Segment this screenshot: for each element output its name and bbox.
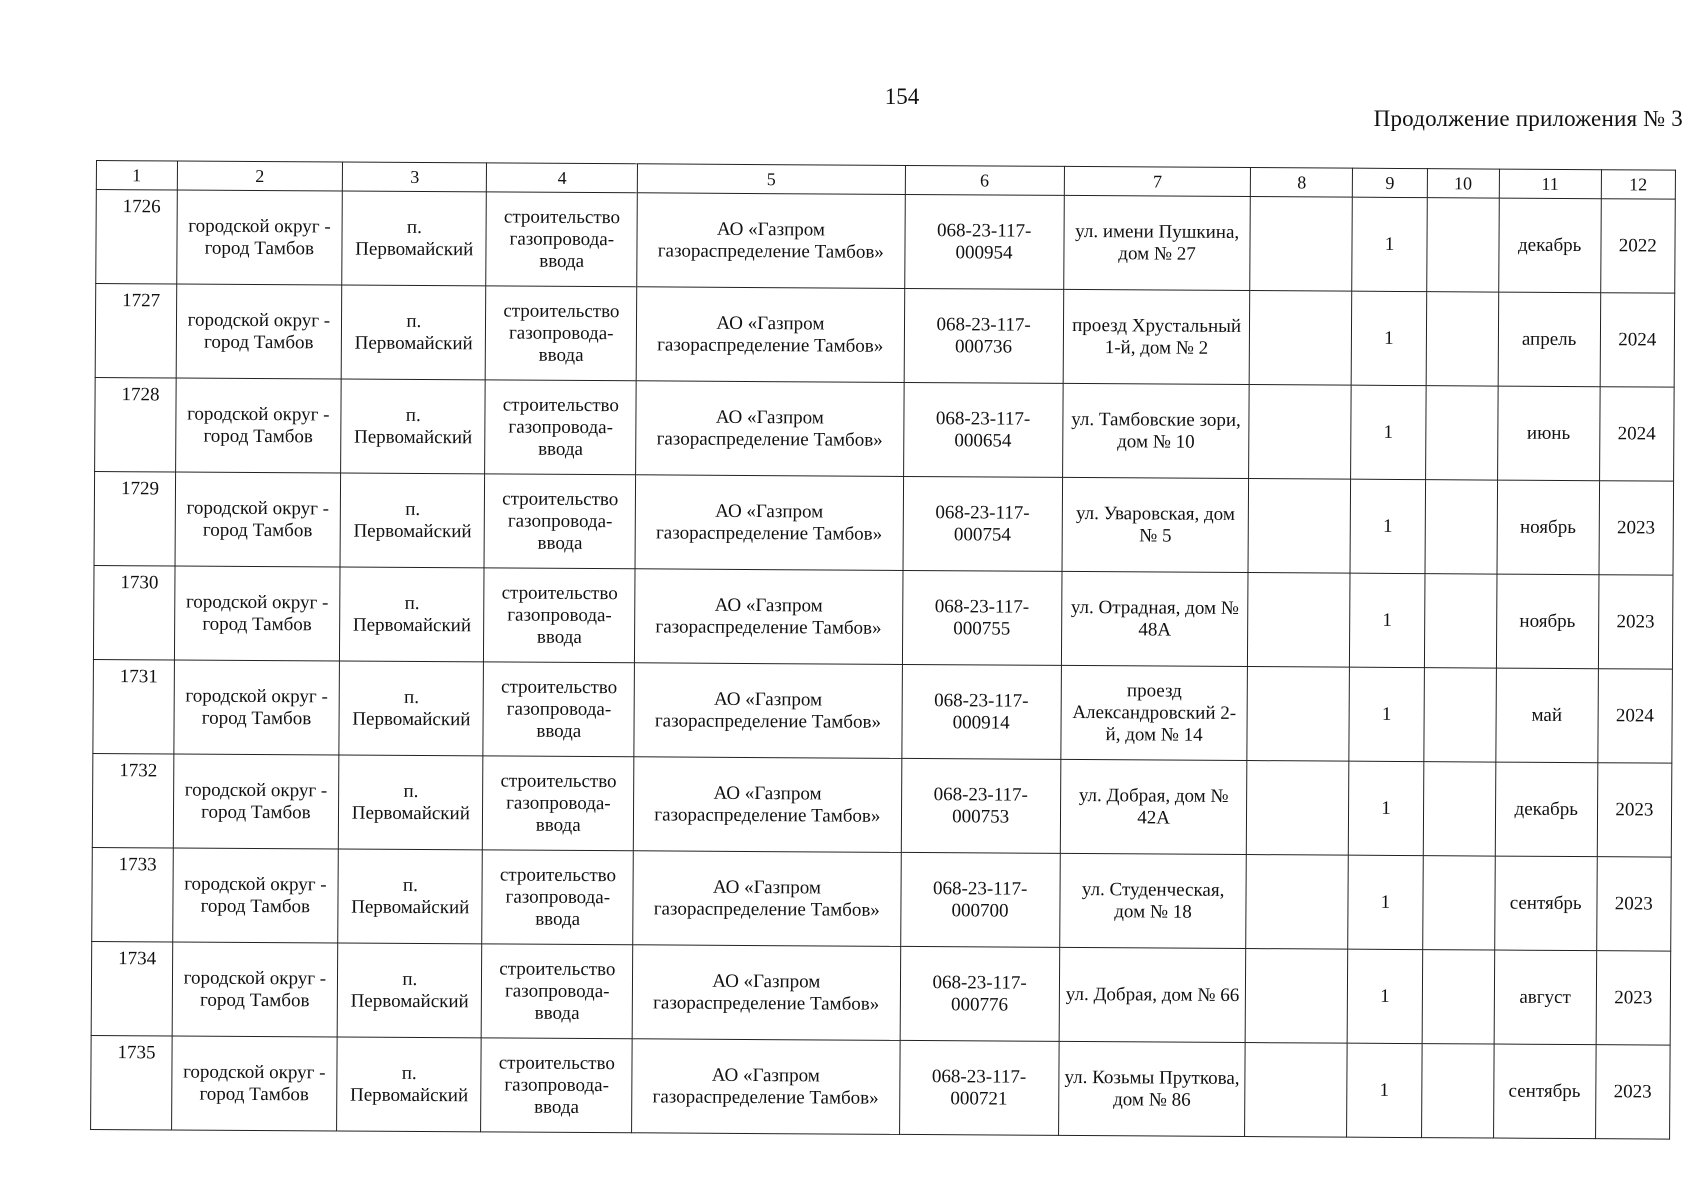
col8-cell (1250, 197, 1352, 292)
col8-cell (1248, 573, 1350, 668)
quantity-cell: 1 (1352, 197, 1427, 291)
row-number: 1729 (94, 471, 175, 565)
organization-cell: АО «Газпром газораспределение Тамбов» (637, 193, 905, 289)
year-cell: 2023 (1599, 481, 1674, 575)
settlement-cell: п. Первомайский (341, 285, 486, 380)
column-header-2: 2 (177, 161, 343, 191)
work-type-cell: строительство газопровода-ввода (482, 850, 633, 945)
table-row (91, 941, 1671, 1045)
settlement-cell: п. Первомайский (337, 943, 482, 1038)
year-cell: 2023 (1598, 575, 1673, 669)
work-type-cell: строительство газопровода-ввода (486, 192, 637, 287)
object-code-cell: 068-23-117-000776 (900, 946, 1060, 1041)
year-cell: 2024 (1600, 293, 1675, 387)
quantity-cell: 1 (1350, 573, 1425, 667)
page-number: 154 (884, 84, 920, 109)
district-cell: городской округ - город Тамбов (173, 754, 339, 849)
work-type-cell: строительство газопровода-ввода (485, 380, 636, 475)
settlement-cell: п. Первомайский (338, 849, 483, 944)
col8-cell (1247, 667, 1349, 762)
table-row (93, 565, 1673, 669)
quantity-cell: 1 (1350, 479, 1425, 573)
month-cell: апрель (1498, 292, 1600, 387)
address-cell: проезд Александровский 2-й, дом № 14 (1061, 665, 1248, 760)
quantity-cell: 1 (1347, 949, 1422, 1043)
district-cell: городской округ - город Тамбов (175, 378, 341, 473)
col10-cell (1426, 198, 1499, 292)
organization-cell: АО «Газпром газораспределение Тамбов» (632, 1039, 900, 1135)
year-cell: 2024 (1599, 387, 1674, 481)
col8-cell (1248, 479, 1350, 574)
col10-cell (1423, 762, 1496, 856)
work-type-cell: строительство газопровода-ввода (483, 756, 634, 851)
district-cell: городской округ - город Тамбов (174, 566, 340, 661)
table-row (95, 377, 1675, 481)
settlement-cell: п. Первомайский (340, 473, 485, 568)
settlement-cell: п. Первомайский (337, 1037, 482, 1132)
col8-cell (1249, 385, 1351, 480)
col10-cell (1423, 668, 1496, 762)
organization-cell: АО «Газпром газораспределение Тамбов» (635, 475, 903, 571)
settlement-cell: п. Первомайский (340, 567, 485, 662)
column-header-4: 4 (487, 163, 638, 193)
month-cell: сентябрь (1494, 856, 1596, 951)
address-cell: ул. Уваровская, дом № 5 (1062, 477, 1249, 572)
address-cell: проезд Хрустальный 1-й, дом № 2 (1063, 289, 1250, 384)
month-cell: сентябрь (1493, 1044, 1595, 1139)
column-header-9: 9 (1353, 168, 1427, 197)
organization-cell: АО «Газпром газораспределение Тамбов» (633, 757, 901, 853)
object-code-cell: 068-23-117-000721 (899, 1040, 1059, 1135)
table-row (91, 1035, 1671, 1139)
row-number: 1731 (93, 659, 174, 753)
object-code-cell: 068-23-117-000700 (900, 852, 1060, 947)
address-cell: ул. Добрая, дом № 66 (1059, 947, 1246, 1042)
year-cell: 2024 (1597, 669, 1672, 763)
data-table (90, 160, 1676, 1140)
col8-cell (1250, 291, 1352, 386)
col8-cell (1246, 949, 1348, 1044)
table-row (93, 659, 1673, 763)
col10-cell (1425, 386, 1498, 480)
column-header-3: 3 (342, 162, 486, 192)
work-type-cell: строительство газопровода-ввода (486, 286, 637, 381)
address-cell: ул. Тамбовские зори, дом № 10 (1062, 383, 1249, 478)
table-row (96, 190, 1676, 294)
district-cell: городской округ - город Тамбов (176, 284, 342, 379)
table-body (91, 190, 1676, 1140)
object-code-cell: 068-23-117-000754 (903, 476, 1063, 571)
column-header-5: 5 (637, 164, 905, 195)
quantity-cell: 1 (1349, 761, 1424, 855)
year-cell: 2023 (1595, 1045, 1670, 1139)
column-header-8: 8 (1251, 168, 1353, 198)
col10-cell (1424, 574, 1497, 668)
settlement-cell: п. Первомайский (339, 661, 484, 756)
organization-cell: АО «Газпром газораспределение Тамбов» (636, 381, 904, 477)
data-table-container (90, 160, 1676, 1140)
col10-cell (1426, 292, 1499, 386)
district-cell: городской округ - город Тамбов (176, 190, 342, 285)
column-header-12: 12 (1601, 170, 1676, 199)
row-number: 1726 (96, 190, 177, 284)
month-cell: ноябрь (1497, 480, 1599, 575)
work-type-cell: строительство газопровода-ввода (483, 662, 634, 757)
month-cell: июнь (1497, 386, 1599, 481)
row-number: 1728 (95, 377, 176, 471)
table-row (92, 847, 1672, 951)
district-cell: городской округ - город Тамбов (172, 942, 338, 1037)
year-cell: 2023 (1596, 951, 1671, 1045)
table-row (92, 753, 1672, 857)
work-type-cell: строительство газопровода-ввода (484, 568, 635, 663)
work-type-cell: строительство газопровода-ввода (482, 944, 633, 1039)
address-cell: ул. Студенческая, дом № 18 (1059, 853, 1246, 948)
object-code-cell: 068-23-117-000753 (901, 758, 1061, 853)
address-cell: ул. Отрадная, дом № 48А (1061, 571, 1248, 666)
address-cell: ул. Добрая, дом № 42А (1060, 759, 1247, 854)
object-code-cell: 068-23-117-000954 (904, 194, 1064, 289)
organization-cell: АО «Газпром газораспределение Тамбов» (636, 287, 904, 383)
month-cell: декабрь (1495, 762, 1597, 857)
object-code-cell: 068-23-117-000755 (902, 570, 1062, 665)
column-header-11: 11 (1499, 169, 1601, 199)
organization-cell: АО «Газпром газораспределение Тамбов» (632, 945, 900, 1041)
row-number: 1733 (92, 847, 173, 941)
col10-cell (1422, 856, 1495, 950)
col8-cell (1247, 761, 1349, 856)
month-cell: август (1494, 950, 1596, 1045)
col10-cell (1422, 950, 1495, 1044)
col10-cell (1425, 480, 1498, 574)
year-cell: 2023 (1596, 857, 1671, 951)
object-code-cell: 068-23-117-000654 (903, 382, 1063, 477)
appendix-note: Продолжение приложения № 3 (1373, 106, 1683, 131)
row-number: 1734 (91, 941, 172, 1035)
district-cell: городской округ - город Тамбов (171, 1036, 337, 1131)
row-number: 1730 (93, 565, 174, 659)
table-row (94, 471, 1674, 575)
col8-cell (1245, 1043, 1347, 1138)
column-header-6: 6 (905, 165, 1064, 195)
object-code-cell: 068-23-117-000736 (904, 288, 1064, 383)
quantity-cell: 1 (1349, 667, 1424, 761)
table-row (95, 284, 1675, 388)
year-cell: 2022 (1600, 199, 1675, 293)
col8-cell (1246, 855, 1348, 950)
quantity-cell: 1 (1348, 855, 1423, 949)
year-cell: 2023 (1597, 763, 1672, 857)
row-number: 1732 (92, 753, 173, 847)
column-header-1: 1 (96, 161, 177, 190)
organization-cell: АО «Газпром газораспределение Тамбов» (634, 663, 902, 759)
settlement-cell: п. Первомайский (338, 755, 483, 850)
quantity-cell: 1 (1347, 1043, 1422, 1137)
work-type-cell: строительство газопровода-ввода (481, 1038, 632, 1133)
month-cell: ноябрь (1496, 574, 1598, 669)
organization-cell: АО «Газпром газораспределение Тамбов» (635, 569, 903, 665)
col10-cell (1421, 1044, 1494, 1138)
quantity-cell: 1 (1351, 291, 1426, 385)
month-cell: май (1496, 668, 1598, 763)
month-cell: декабрь (1498, 198, 1600, 293)
address-cell: ул. имени Пушкина, дом № 27 (1063, 195, 1250, 290)
settlement-cell: п. Первомайский (342, 191, 487, 286)
object-code-cell: 068-23-117-000914 (901, 664, 1061, 759)
organization-cell: АО «Газпром газораспределение Тамбов» (633, 851, 901, 947)
column-header-7: 7 (1064, 166, 1251, 196)
row-number: 1735 (91, 1035, 172, 1129)
settlement-cell: п. Первомайский (341, 379, 486, 474)
district-cell: городской округ - город Тамбов (172, 848, 338, 943)
quantity-cell: 1 (1351, 385, 1426, 479)
work-type-cell: строительство газопровода-ввода (485, 474, 636, 569)
district-cell: городской округ - город Тамбов (175, 472, 341, 567)
address-cell: ул. Козьмы Пруткова, дом № 86 (1058, 1041, 1245, 1136)
row-number: 1727 (95, 284, 176, 378)
column-header-10: 10 (1427, 169, 1499, 198)
district-cell: городской округ - город Тамбов (174, 660, 340, 755)
